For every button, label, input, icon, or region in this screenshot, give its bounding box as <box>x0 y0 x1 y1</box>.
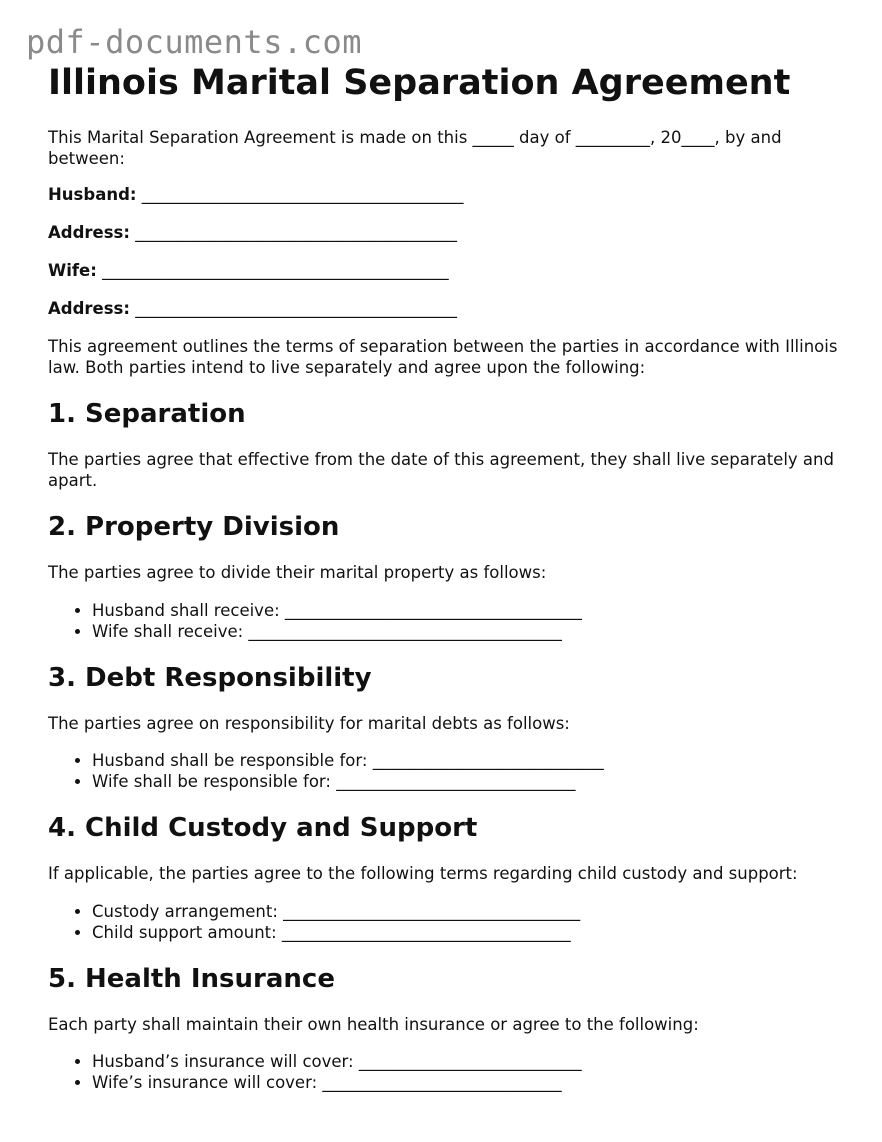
watermark: pdf-documents.com <box>26 23 363 61</box>
document-title: Illinois Marital Separation Agreement <box>48 63 791 103</box>
list-item: • Wife’s insurance will cover: _____________________________ <box>92 1072 848 1093</box>
custody-list <box>48 901 848 943</box>
document-page <box>48 62 848 1093</box>
wife-address-blank[interactable]: _______________________________________ <box>135 299 457 318</box>
section-separation-title: 1. Separation <box>48 399 246 429</box>
section-insurance-title: 5. Health Insurance <box>48 963 335 994</box>
purpose-paragraph: This agreement outlines the terms of separation between the parties in accordance with Illinois law. Both parties intend to live separately and agree upon the following: <box>48 337 838 377</box>
wife-line <box>48 261 848 281</box>
husband-label: Husband: <box>48 185 137 204</box>
list-item: • Wife shall receive: ______________________________________ <box>92 621 848 642</box>
husband-blank[interactable]: _______________________________________ <box>141 185 464 204</box>
section-custody-text: If applicable, the parties agree to the following terms regarding child custody and support: <box>48 864 798 883</box>
section-property-title: 2. Property Division <box>48 512 340 542</box>
section-property-text: The parties agree to divide their marital property as follows: <box>48 563 547 582</box>
section-debt-text: The parties agree on responsibility for marital debts as follows: <box>48 713 570 733</box>
intro-paragraph: This Marital Separation Agreement is made on this _____ day of _________, 20____, by and between: <box>48 128 782 168</box>
husband-address-line <box>48 223 848 243</box>
section-insurance-text: Each party shall maintain their own health insurance or agree to the following: <box>48 1014 699 1034</box>
list-item: • Child support amount: ___________________________________ <box>92 922 848 943</box>
wife-label: Wife: <box>48 261 97 280</box>
debt-list <box>48 750 848 792</box>
list-item: • Custody arrangement: ____________________________________ <box>92 901 848 922</box>
list-item: • Wife shall be responsible for: _____________________________ <box>92 771 848 792</box>
wife-address-label: Address: <box>48 299 130 318</box>
list-item: • Husband shall be responsible for: ____________________________ <box>92 750 848 771</box>
wife-blank[interactable]: __________________________________________ <box>102 261 449 280</box>
husband-line <box>48 185 848 205</box>
property-list <box>48 600 848 642</box>
insurance-list <box>48 1051 848 1093</box>
wife-address-line <box>48 299 848 319</box>
husband-address-label: Address: <box>48 223 130 242</box>
list-item: • Husband’s insurance will cover: ___________________________ <box>92 1051 848 1072</box>
section-separation-text: The parties agree that effective from the date of this agreement, they shall live separately and apart. <box>48 450 834 490</box>
section-debt-title: 3. Debt Responsibility <box>48 662 372 693</box>
list-item: • Husband shall receive: ____________________________________ <box>92 600 848 621</box>
section-custody-title: 4. Child Custody and Support <box>48 813 478 843</box>
husband-address-blank[interactable]: _______________________________________ <box>135 223 457 242</box>
